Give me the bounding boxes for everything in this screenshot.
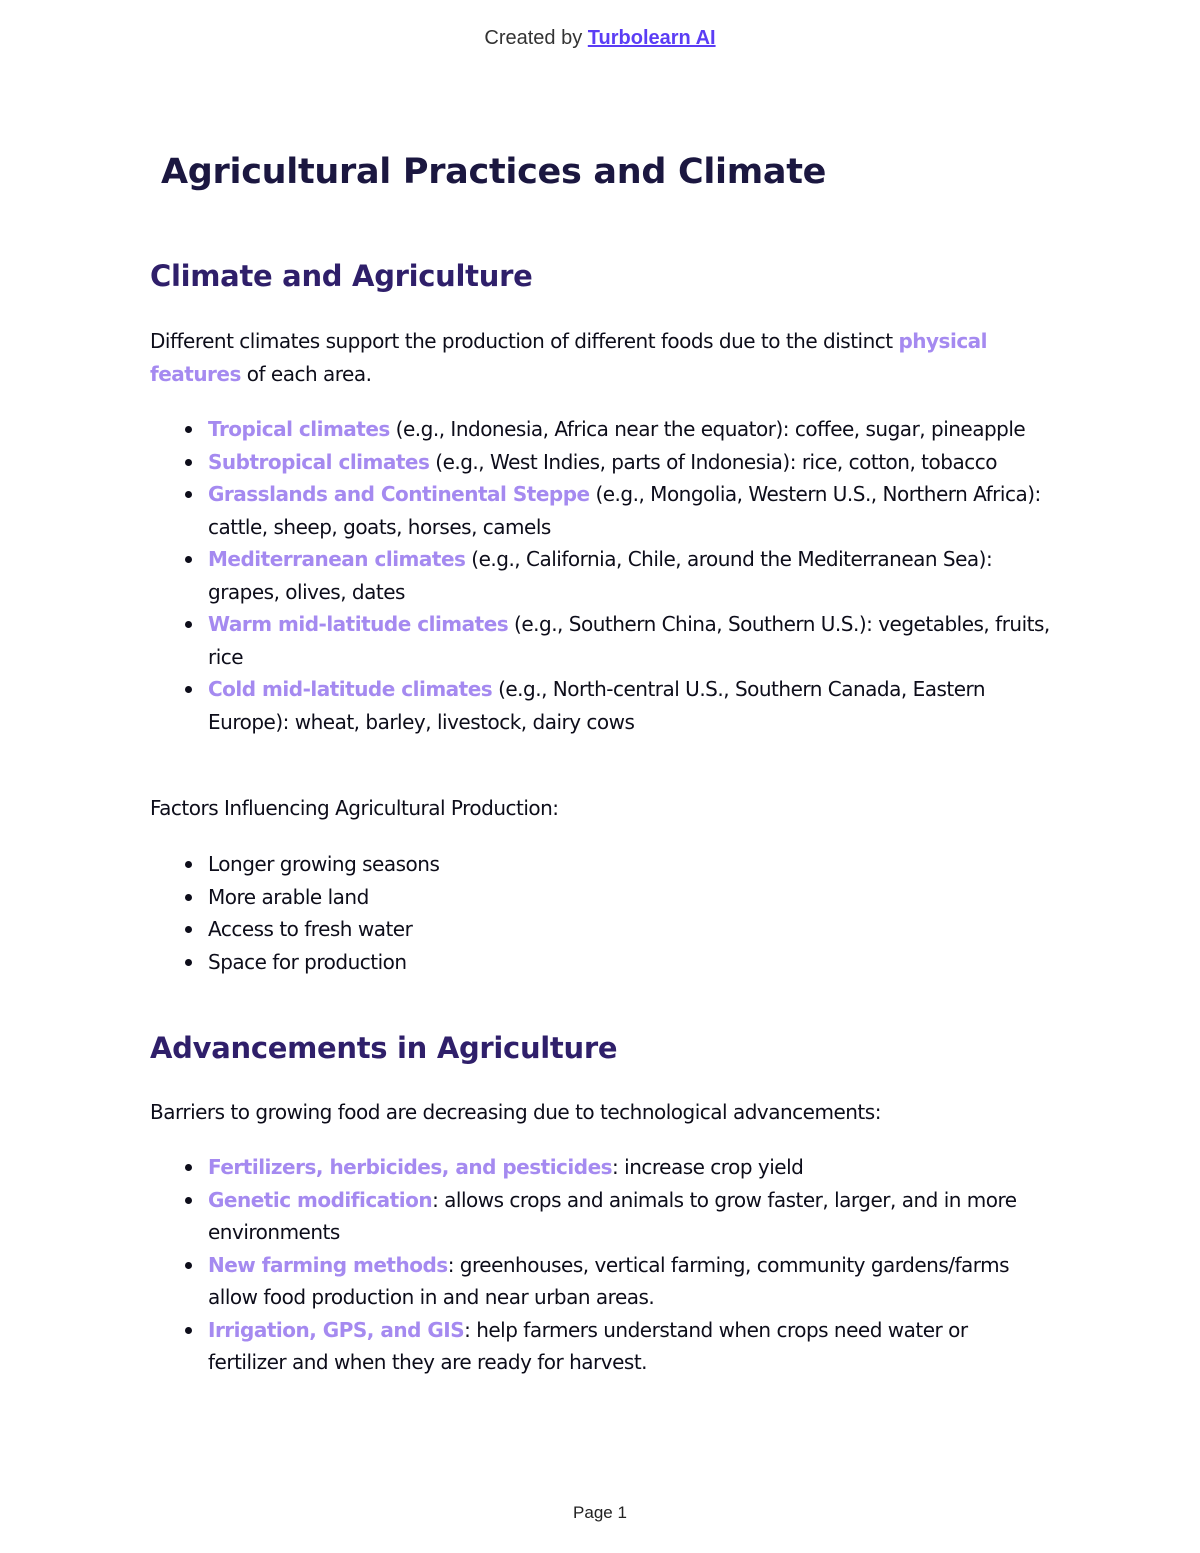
advancement-description: : allows crops and animals to grow faster, larger, and in more environments <box>208 1187 1017 1244</box>
advancements-list <box>150 1151 1050 1379</box>
bullet-icon <box>185 556 192 563</box>
bullet-icon <box>185 1197 192 1204</box>
list-item <box>150 446 1050 479</box>
bullet-icon <box>185 861 192 868</box>
bullet-icon <box>185 894 192 901</box>
climate-description: (e.g., Indonesia, Africa near the equator): coffee, sugar, pineapple <box>389 417 1026 441</box>
climate-description: (e.g., Mongolia, Western U.S., Northern Africa): cattle, sheep, goats, horses, camels <box>208 482 1041 539</box>
climate-term: Warm mid-latitude climates <box>208 612 509 636</box>
bullet-icon <box>185 426 192 433</box>
intro-text-after: of each area. <box>240 361 372 386</box>
advancement-description: : help farmers understand when crops need water or fertilizer and when they are ready for harvest. <box>208 1317 968 1374</box>
climate-intro-paragraph <box>150 325 1050 390</box>
bullet-icon <box>185 1327 192 1334</box>
factor-text: Space for production <box>208 949 407 974</box>
bullet-icon <box>185 491 192 498</box>
climate-list <box>150 413 1050 738</box>
climate-description: (e.g., North-central U.S., Southern Canada, Eastern Europe): wheat, barley, livestock, dairy cows <box>208 677 986 734</box>
bullet-icon <box>185 1262 192 1269</box>
factor-text: More arable land <box>208 884 369 909</box>
advancements-intro: Barriers to growing food are decreasing due to technological advancements: <box>150 1100 881 1124</box>
list-item <box>150 1314 1050 1379</box>
bullet-icon <box>185 621 192 628</box>
list-item <box>150 413 1050 446</box>
intro-highlight-term: physical features <box>150 329 988 386</box>
list-item <box>150 478 1050 543</box>
advancement-term: Fertilizers, herbicides, and pesticides <box>208 1155 613 1179</box>
list-item <box>150 673 1050 738</box>
climate-term: Tropical climates <box>208 417 390 441</box>
document-title: Agricultural Practices and Climate <box>161 152 827 192</box>
factor-text: Access to fresh water <box>208 917 413 941</box>
created-by-label: Created by <box>484 27 583 49</box>
climate-term: Cold mid-latitude climates <box>208 677 493 701</box>
bullet-icon <box>185 1164 192 1171</box>
climate-term: Grasslands and Continental Steppe <box>208 482 590 506</box>
advancement-description: : greenhouses, vertical farming, community gardens/farms allow food production in and near urban areas. <box>208 1252 1010 1309</box>
advancement-term: New farming methods <box>208 1252 448 1277</box>
list-item <box>150 1151 1050 1184</box>
advancement-description: : increase crop yield <box>612 1155 804 1179</box>
list-item <box>150 913 1050 946</box>
bullet-icon <box>185 959 192 966</box>
factors-label: Factors Influencing Agricultural Production: <box>150 796 559 820</box>
factor-text: Longer growing seasons <box>208 852 440 876</box>
intro-text-before: Different climates support the production of different foods due to the distinct <box>150 329 899 353</box>
list-item <box>150 881 1050 914</box>
bullet-icon <box>185 459 192 466</box>
climate-description: (e.g., Southern China, Southern U.S.): vegetables, fruits, rice <box>208 612 1050 669</box>
turbolearn-link[interactable]: Turbolearn AI <box>587 27 716 49</box>
advancement-term: Irrigation, GPS, and GIS <box>208 1317 465 1342</box>
climate-term: Subtropical climates <box>208 449 430 474</box>
climate-description: (e.g., West Indies, parts of Indonesia): rice, cotton, tobacco <box>429 449 997 474</box>
advancement-term: Genetic modification <box>208 1187 433 1212</box>
list-item <box>150 1184 1050 1249</box>
list-item <box>150 608 1050 673</box>
list-item <box>150 848 1050 881</box>
bullet-icon <box>185 926 192 933</box>
section-heading-climate: Climate and Agriculture <box>150 259 533 293</box>
page-number: Page 1 <box>573 1503 627 1522</box>
section-heading-advancements: Advancements in Agriculture <box>150 1031 618 1065</box>
climate-description: (e.g., California, Chile, around the Mediterranean Sea): grapes, olives, dates <box>208 547 993 604</box>
created-by-header <box>0 27 1200 50</box>
factors-list <box>150 848 1050 978</box>
climate-term: Mediterranean climates <box>208 547 466 571</box>
list-item <box>150 1249 1050 1314</box>
list-item <box>150 946 1050 979</box>
bullet-icon <box>185 686 192 693</box>
list-item <box>150 543 1050 608</box>
